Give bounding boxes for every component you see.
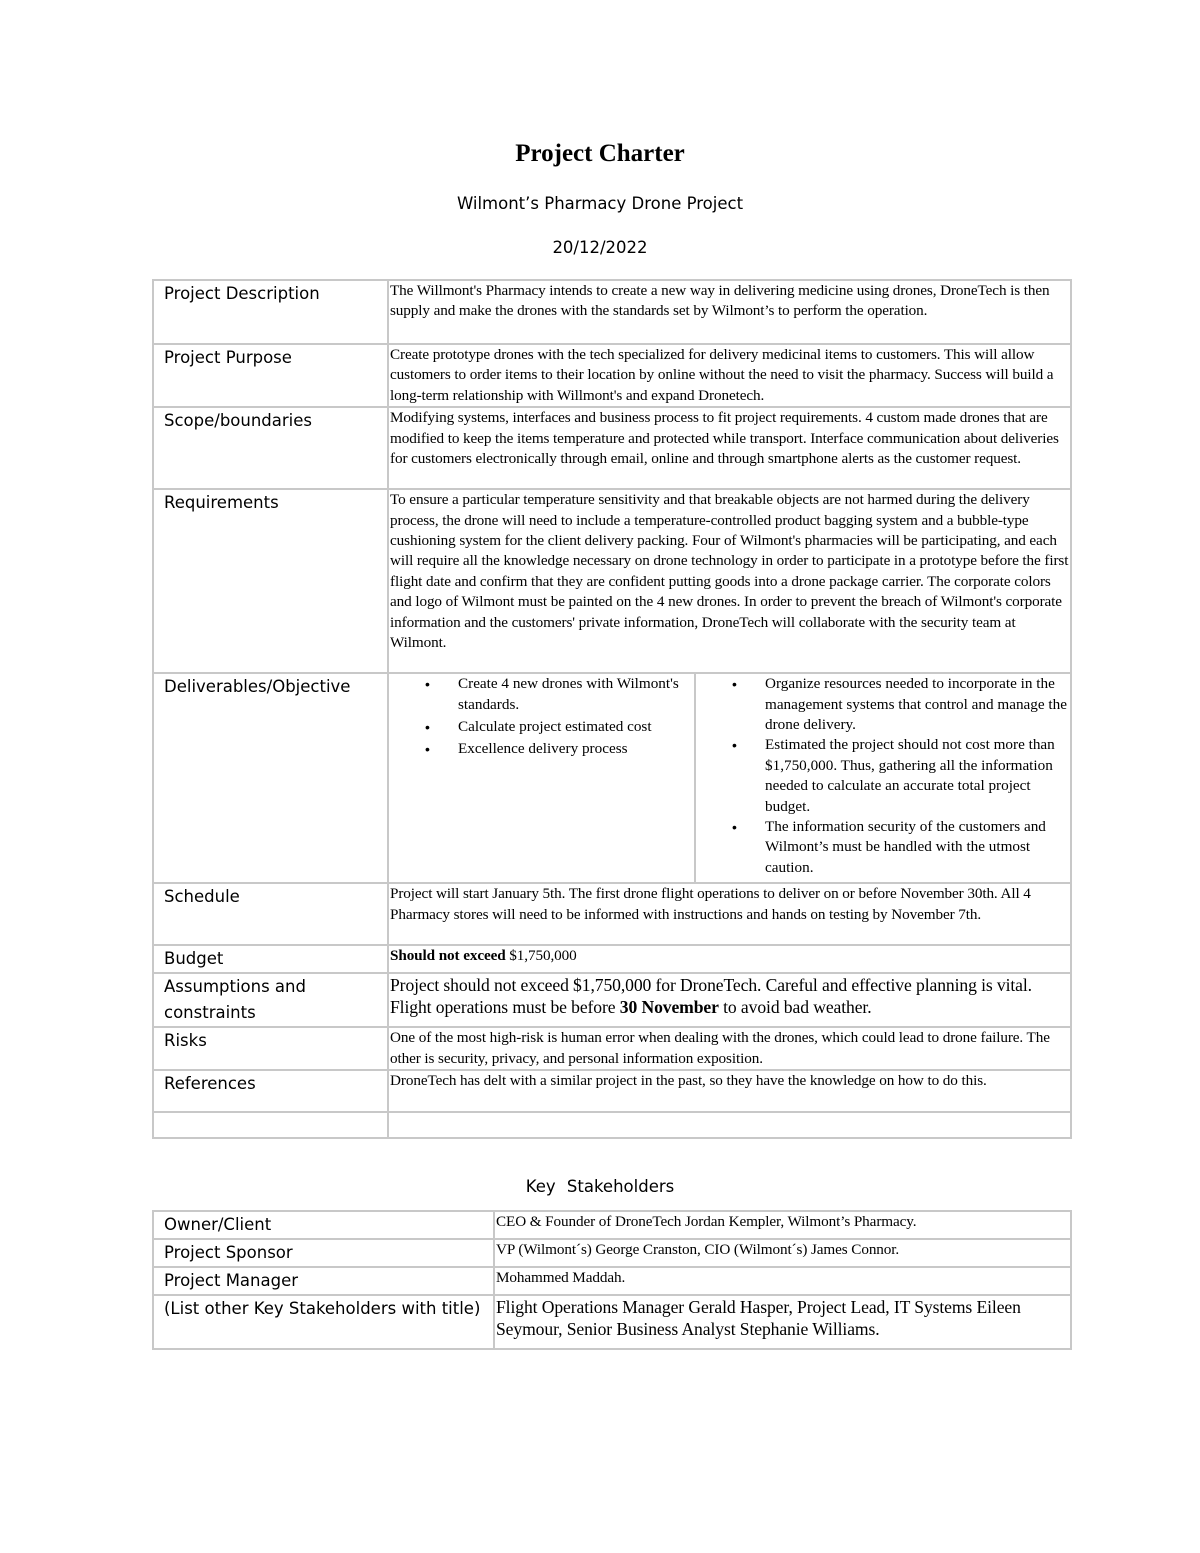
table-row bbox=[153, 1112, 1071, 1138]
row-value: DroneTech has delt with a similar project in the past, so they have the knowledge on how to do this. bbox=[388, 1070, 1071, 1112]
project-name: Wilmont’s Pharmacy Drone Project bbox=[456, 194, 744, 213]
role-label: Owner/Client bbox=[153, 1211, 494, 1239]
budget-amount: $1,750,000 bbox=[505, 947, 577, 965]
table-row bbox=[153, 1267, 1071, 1295]
row-value bbox=[388, 973, 1071, 1027]
table-row bbox=[153, 1070, 1071, 1112]
row-value: One of the most high-risk is human error when dealing with the drones, which could lead to drone failure. The other is security, privacy, and personal information exposition. bbox=[388, 1027, 1071, 1070]
table-row bbox=[153, 1027, 1071, 1070]
row-value: Modifying systems, interfaces and business process to fit project requirements. 4 custom made drones that are modified to keep the items temperature and protected while transport. Interface communication about deliveries for customers electronically through email, online and through smartphone alerts as the customer request. bbox=[388, 407, 1071, 489]
deliverables-cell bbox=[388, 673, 1071, 883]
row-label: Requirements bbox=[153, 489, 388, 673]
empty-cell bbox=[153, 1112, 388, 1138]
charter-table bbox=[152, 279, 1072, 1139]
document-title: Project Charter bbox=[515, 140, 685, 167]
role-value: Mohammed Maddah. bbox=[494, 1267, 1071, 1295]
row-label: Assumptions and constraints bbox=[153, 973, 388, 1027]
row-label: Project Purpose bbox=[153, 344, 388, 407]
role-value: CEO & Founder of DroneTech Jordan Kempler, Wilmont’s Pharmacy. bbox=[494, 1211, 1071, 1239]
table-row bbox=[153, 1211, 1071, 1239]
row-label: Schedule bbox=[153, 883, 388, 945]
row-label: Budget bbox=[153, 945, 388, 973]
table-row bbox=[153, 673, 1071, 883]
row-value: Create prototype drones with the tech specialized for delivery medicinal items to customers. This will allow customers to order items to their location by online without the need to visit the pharmacy. Success will build a long-term relationship with Willmont's and expand Dronetech. bbox=[388, 344, 1071, 407]
row-label: Deliverables/Objective bbox=[153, 673, 388, 883]
table-row bbox=[153, 1295, 1071, 1349]
row-value: The Willmont's Pharmacy intends to create a new way in delivering medicine using drones, DroneTech is then supply and make the drones with the standards set by Wilmont’s to perform the operation. bbox=[388, 280, 1071, 344]
table-row bbox=[153, 973, 1071, 1027]
row-value bbox=[388, 945, 1071, 973]
table-row bbox=[153, 945, 1071, 973]
row-label: Scope/boundaries bbox=[153, 407, 388, 489]
list-item: • The information security of the customers and Wilmont’s must be handled with the utmost caution. bbox=[765, 817, 1070, 878]
table-row bbox=[153, 407, 1071, 489]
list-item: • Create 4 new drones with Wilmont's standards. bbox=[458, 674, 694, 715]
deliverables-right-column bbox=[696, 674, 1070, 882]
stakeholders-table bbox=[152, 1210, 1072, 1350]
role-label: (List other Key Stakeholders with title) bbox=[153, 1295, 494, 1349]
stakeholders-title: Key Stakeholders bbox=[525, 1177, 675, 1196]
list-item: • Excellence delivery process bbox=[458, 739, 694, 759]
row-label: References bbox=[153, 1070, 388, 1112]
table-row bbox=[153, 280, 1071, 344]
table-row bbox=[153, 883, 1071, 945]
role-label: Project Manager bbox=[153, 1267, 494, 1295]
role-value: Flight Operations Manager Gerald Hasper, Project Lead, IT Systems Eileen Seymour, Senior Business Analyst Stephanie Williams. bbox=[494, 1295, 1071, 1349]
row-label: Risks bbox=[153, 1027, 388, 1070]
assumptions-text-a: Project should not exceed $1,750,000 for DroneTech. Careful and effective planning is vital. Flight operations must be before bbox=[390, 975, 1032, 1018]
list-item: • Organize resources needed to incorporate in the management systems that control and manage the drone delivery. bbox=[765, 674, 1070, 735]
assumptions-text-b: to avoid bad weather. bbox=[718, 997, 872, 1018]
list-item: • Calculate project estimated cost bbox=[458, 717, 694, 737]
role-value: VP (Wilmont´s) George Cranston, CIO (Wilmont´s) James Connor. bbox=[494, 1239, 1071, 1267]
empty-cell bbox=[388, 1112, 1071, 1138]
deliverables-left-column bbox=[389, 674, 696, 882]
table-row bbox=[153, 1239, 1071, 1267]
document-date: 20/12/2022 bbox=[552, 238, 648, 257]
table-row bbox=[153, 344, 1071, 407]
table-row bbox=[153, 489, 1071, 673]
row-label: Project Description bbox=[153, 280, 388, 344]
budget-emphasis: Should not exceed bbox=[390, 947, 506, 965]
row-value: To ensure a particular temperature sensitivity and that breakable objects are not harmed during the delivery process, the drone will need to include a temperature-controlled product bagging system and a bubble-type cushioning system for the client delivery packing. Four of Wilmont's pharmacies will be participating, and each will require all the knowledge necessary on drone technology in order to participate in a prototype before the first flight date and confirm that they are confident putting goods into a drone package carrier. The corporate colors and logo of Wilmont must be painted on the 4 new drones. In order to prevent the breach of Wilmont's corporate information and the customers' private information, DroneTech will collaborate with the security team at Wilmont. bbox=[388, 489, 1071, 673]
row-value: Project will start January 5th. The first drone flight operations to deliver on or before November 30th. All 4 Pharmacy stores will need to be informed with instructions and hands on testing by November 7th. bbox=[388, 883, 1071, 945]
list-item: • Estimated the project should not cost more than $1,750,000. Thus, gathering all the information needed to calculate an accurate total project budget. bbox=[765, 735, 1070, 817]
assumptions-emphasis: 30 November bbox=[619, 997, 719, 1018]
role-label: Project Sponsor bbox=[153, 1239, 494, 1267]
